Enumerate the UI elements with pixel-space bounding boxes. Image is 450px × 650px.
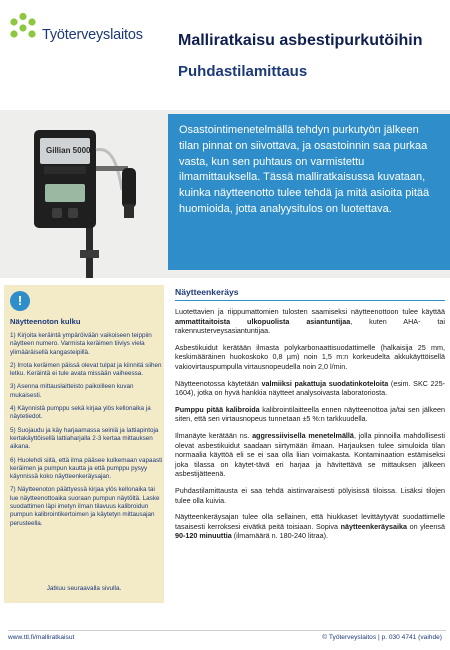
paragraph-conditions: Puhdastilamittausta ei saa tehdä aistinvaraisesti pölyisissä tiloissa. Lisäksi tilojen tulee olla kuivia. [175, 485, 445, 505]
section-title: Näytteenkeräys [175, 287, 445, 301]
text: Näytteenotossa käytetään [175, 378, 262, 388]
text: Luotettavien ja riippumattomien tulosten saamiseksi näytteenottoon tulee käyttää [175, 307, 445, 316]
device-label: Gillian 5000 [46, 146, 91, 155]
paragraph-calibration [175, 405, 445, 424]
list-item: 7) Näytteenoton päättyessä kirjaa ylös kellonaika tai lue näytteenottoaika suoraan pumpun näytöltä. Laske suodattimen läpi imetyn ilman tilavuus kalibroidun pumpun kalibrointikertoimen ja käytetyn mittausajan perusteella. [10, 486, 160, 527]
exclamation-icon: ! [10, 291, 30, 311]
text: Ilmanäyte kerätään ns. [175, 430, 253, 440]
sampling-steps-panel [4, 285, 164, 603]
list-item: 6) Huolehdi siitä, että ilma pääsee kulkemaan vapaasti keräimen ja pumpun kautta ja että pumppu pysyy käynnissä koko näytteenkeräysajan. [10, 456, 163, 481]
sample-collection-section [175, 287, 445, 548]
paragraph-filter: Asbestikuidut kerätään ilmasta polykarbonaattisuodattimelle (halkaisija 25 mm, keskimääräinen huokoskoko 0,8 µm) noin 1,5 m:n korkeudelta akkukäyttöisellä vakiovirtauspumpulla virtausnopeudella noin 2,0 l/min. [175, 342, 445, 371]
text: kalibrointilaitteella ennen näytteenottoa ja/tai sen jälkeen siten, että sen virtausnopeus tunnetaan ±5 %:n tarkkuudella. [175, 404, 446, 424]
text: Näytteenkeräysajan tulee olla sellainen, että hiukkaset levittäytyvät suodattimelle tasaisesti kerroksesi eivätkä peitä toisiaan. Sopiva [175, 512, 445, 531]
emphasis: näytteenkeräysaika [340, 521, 407, 531]
intro-text: Osastointimenetelmällä tehdyn purkutyön jälkeen tilan pinnat on siivottava, ja osastoinnin saa purkaa vasta, kun sen puhtaus on varmistettu ilmamittauksella. Tässä malliratkaisussa kuvataan, kuinka näytteenotto tulee tehdä ja mitä asioita pitää huomioida, jotta analyysitulos on luotettava. [179, 124, 430, 215]
list-item: 2) Irrota keräimen päissä olevat tulpat ja kiinnitä siihen letku. Keräintä ei tule avata missään vaiheessa. [10, 361, 162, 378]
footer-divider [8, 630, 446, 631]
paragraph-aggressive-method [175, 431, 445, 479]
text: , jolla pinnoilla mahdollisesti olevat asbestikuidut saadaan siirtymään ilmaan. Harjauksen tulee simuloida tilan normaalia käyttöä eli se ei saa olla liian voimakasta. Kontaminaation estämiseksi joka tilassa on käytet-tävä eri harjaa ja hävitettävä se mittauksen jälkeen asbestijätteenä. [175, 430, 445, 479]
intro-box [168, 114, 450, 270]
emphasis: Pumppu pitää kalibroida [175, 404, 260, 414]
emphasis: aggressiivisella menetelmällä [252, 430, 354, 440]
emphasis: valmiiksi pakattuja suodatinkoteloita [261, 378, 389, 388]
continues-note: Jatkuu seuraavalla sivulla. [46, 585, 122, 592]
paragraph-sampling-time [175, 512, 445, 541]
page-title: Malliratkaisu asbestipurkutöihin [178, 32, 423, 49]
list-item: 5) Suojaudu ja käy harjaamassa seiniä ja lattiapintoja kertakäyttöisellä lattiaharjalla 2-3 kertaa mittauksen aikana. [10, 426, 159, 451]
brand-logo[interactable] [8, 10, 158, 54]
panel-title: Näytteenoton kulku [10, 317, 81, 326]
page-subtitle: Puhdastilamittaus [178, 63, 308, 80]
list-item: 3) Asenna mittauslaitteisto paikoilleen kuvan mukaisesti. [10, 383, 134, 399]
steps-list [10, 332, 163, 533]
brand-name: Työterveyslaitos [42, 27, 143, 43]
paragraph-cassettes [175, 379, 445, 398]
emphasis: 90-120 minuuttia [175, 531, 232, 541]
list-item: 1) Kirjoita keräintä ympäröivään vaikoiseen teippiin näytteen numero. Varmista keräimen tiiviys viela ylimääräisellä kangasteipillä. [10, 332, 152, 356]
emphasis: ammattitaitoista ulkopuolista asiantuntijaa [175, 316, 351, 326]
list-item: 4) Käynnistä pumppu sekä kirjaa ylös kellonaika ja näytetiedot. [10, 405, 151, 421]
leaf-cluster-icon [8, 12, 38, 46]
paragraph-expert [175, 307, 445, 336]
text: , kuten AHA- tai rakennusterveysasiantuntijaa. [175, 316, 445, 336]
text: (esim. SKC 225-1604), jotka on hyvä hankkia näytteet analysoivasta laboratoriosta. [175, 378, 445, 398]
footer-url-link[interactable]: www.ttl.fi/malliratkaisut [8, 634, 75, 641]
text: on yleensä [406, 521, 445, 531]
text: (ilmamäärä n. 180-240 litraa). [231, 531, 328, 541]
footer-copyright: © Työterveyslaitos | p. 030 4741 (vaihde) [322, 634, 442, 641]
